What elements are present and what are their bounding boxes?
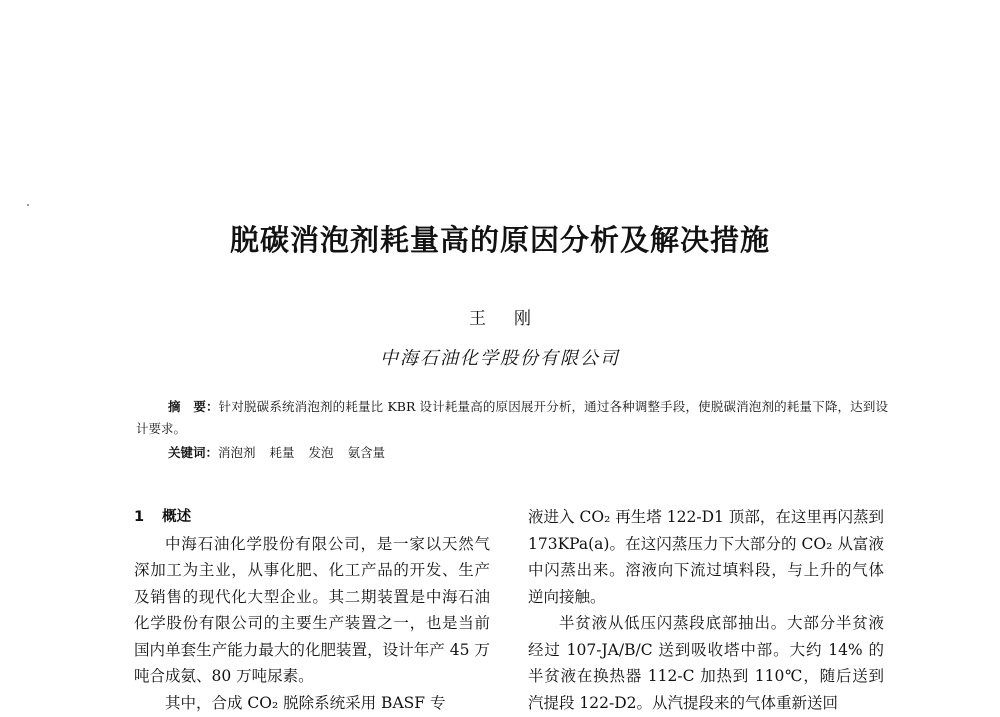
author-name: 王刚	[469, 309, 559, 329]
keyword: 氨含量	[347, 445, 386, 460]
abstract-body	[136, 396, 888, 440]
section-number: 1	[134, 509, 145, 525]
body-paragraph: 其中，合成 CO₂ 脱除系统采用 BASF 专	[165, 693, 446, 712]
keywords-label: 关键词：	[168, 445, 219, 460]
body-paragraph: 半贫液从低压闪蒸段底部抽出。大部分半贫液经过 107-JA/B/C 送到吸收塔中部。大约 14% 的半贫液在换热器 112-C 加热到 110℃，随后送到汽提段 122-D2。从汽提段来的气体重新送回	[528, 614, 884, 712]
body-column-right	[528, 504, 884, 716]
section-title: 概述	[162, 509, 192, 525]
keyword: 耗量	[269, 445, 295, 460]
keyword: 消泡剂	[218, 445, 256, 460]
section-heading	[134, 504, 490, 531]
keyword: 发泡	[308, 445, 334, 460]
scan-speck	[27, 204, 29, 206]
author-affiliation: 中海石油化学股份有限公司	[380, 348, 620, 369]
body-paragraph: 液进入 CO₂ 再生塔 122-D1 顶部，在这里再闪蒸到 173KPa(a)。在这闪蒸压力下大部分的 CO₂ 从富液中闪蒸出来。溶液向下流过填料段，与上升的气体逆向接触。	[528, 508, 884, 606]
abstract	[136, 396, 888, 440]
abstract-text: 针对脱碳系统消泡剂的耗量比 KBR 设计耗量高的原因展开分析，通过各种调整手段，使脱碳消泡剂的耗量下降，达到设计要求。	[136, 399, 888, 436]
paper-title: 脱碳消泡剂耗量高的原因分析及解决措施	[229, 223, 770, 257]
keywords	[168, 442, 385, 464]
abstract-label: 摘 要：	[168, 399, 219, 414]
body-paragraph: 中海石油化学股份有限公司，是一家以天然气深加工为主业，从事化肥、化工产品的开发、生产及销售的现代化大型企业。其二期装置是中海石油化学股份有限公司的主要生产装置之一，也是当前国内单套生产能力最大的化肥装置，设计年产 45 万吨合成氨、80 万吨尿素。	[134, 534, 490, 685]
body-column-left	[134, 504, 490, 716]
